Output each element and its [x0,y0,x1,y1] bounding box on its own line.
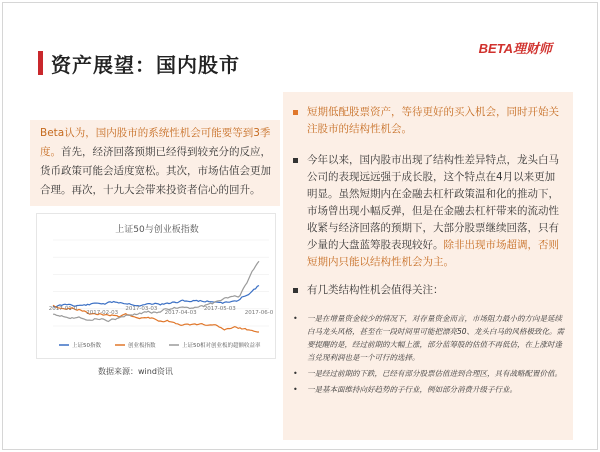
x-tick-label: 2017-02-03 [86,310,119,316]
list-bullet: • [293,314,298,323]
page-title: 资产展望：国内股市 [51,52,240,77]
title-accent-bar [38,51,43,75]
title-block [38,48,240,78]
bullet-market-review-text [307,152,563,271]
bullet-short-term-text: 短期低配股票资产，等待更好的买入机会，同时开始关注股市的结构性机会。 [307,106,559,135]
bullet-short-term [293,104,563,138]
outlook-panel [283,92,573,440]
chart-title: 上证50与创业板指数 [115,225,199,235]
series-line [53,286,259,308]
legend-label: 创业板指数 [128,343,156,349]
chart-source: 数据来源：wind资讯 [98,367,173,376]
bullet-marker [293,110,298,115]
index-chart [36,213,276,359]
summary-panel [30,120,280,206]
opportunity-list [293,312,565,399]
legend-label: 上证50相对创业板的超额收益率 [182,343,261,349]
bullet-opportunities-text: 有几类结构性机会值得关注： [307,284,444,296]
summary-highlight: Beta认为，国内股市的系统性机会可能要等到3季度。 [40,127,271,158]
list-bullet: • [293,369,298,378]
bullet-marker [293,288,298,293]
list-bullet: • [293,385,298,394]
list-item [293,312,565,364]
list-item-text: 一是经过前期的下跌，已经有部分股票估值进到合理区，具有战略配置价值。 [307,369,562,378]
x-tick-label: 2017-04-03 [164,310,197,316]
list-item-text: 一是在增量资金较少的情况下，对存量资金而言，市场阻力最小的方向是延续白马龙头风格，甚至在一段时间里可能把漂亮50、龙头白马的风格极致化。需要提醒的是，经过前期的大幅上涨，部分蓝筹股的估值不再低估，在上涨时逢当兑现利润也是一个可行的选择。 [307,314,565,362]
logo-text: BETA理财师 [478,41,552,56]
bullet-opportunities [293,282,563,299]
legend-label: 上证50指数 [72,343,101,349]
bullet-market-review [293,152,563,271]
market-review-tail: 除非出现市场超调，否则短期内只能以结构性机会为主。 [307,239,559,268]
summary-text: 首先，经济回落预期已经得到较充分的反应，货币政策可能会适度宽松。其次，市场估值会更加合理。再次，十九大会带来投资者信心的回升。 [40,146,271,196]
list-item-text: 一是基本面维持向好趋势的子行业，例如部分消费升级子行业。 [307,385,517,394]
beta-logo [479,38,552,57]
list-item [293,367,565,380]
x-tick-label: 2017-06-0 [244,310,274,316]
chart-svg [37,214,277,360]
x-tick-label: 2017-05-03 [203,306,236,312]
list-item [293,383,565,396]
x-tick-label: 2017-03-03 [125,306,158,312]
x-tick-label: 2017-01-0 [48,306,78,312]
market-review-main: 今年以来，国内股市出现了结构性差异特点，龙头白马公司的表现远远强于成长股，这个特点在4月以来更加明显。虽然短期内在金融去杠杆政策温和化的推动下，市场曾出现小幅反弹，但是在金融去杠杆带来的流动性收紧与经济回落的预期下，大部分股票继续回落，只有少量的大盘蓝筹股表现较好。 [307,154,559,251]
bullet-marker [293,158,298,163]
